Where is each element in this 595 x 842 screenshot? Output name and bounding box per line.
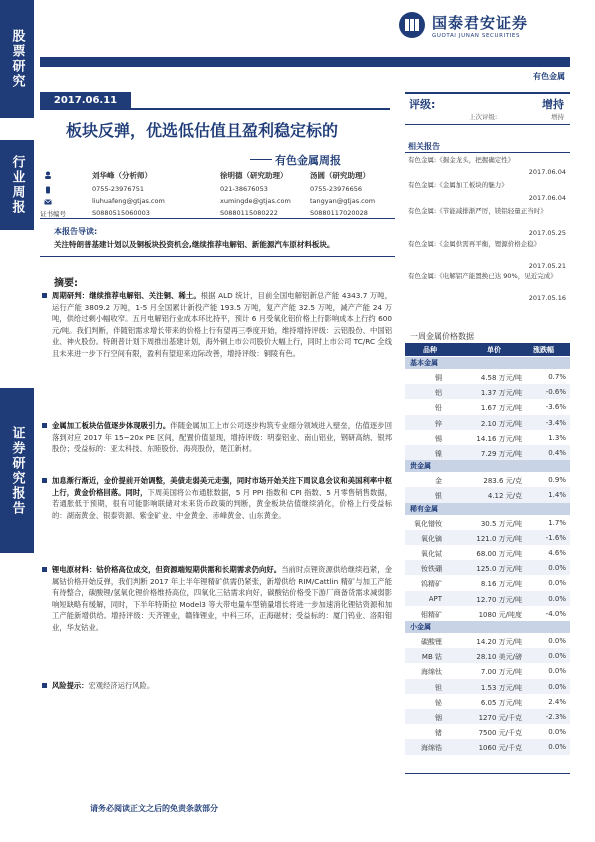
table-cell: 钼精矿 [421,610,442,619]
table-row [405,472,570,487]
table-cell: 2.10 万元/吨 [480,419,522,428]
table-cell: 钕铁硼 [421,565,442,574]
table-cell: 锗 [435,729,442,738]
related-report-link[interactable]: 有色金属:《节能减排渐严厉，镁铝轻量正当时》 [408,207,547,215]
email-icon [44,198,52,206]
related-report-link[interactable]: 有色金属:《金属供需再平衡，锂源价格企稳》 [408,240,541,248]
rating-value: 增持 [542,98,564,111]
date-divider [40,108,390,110]
table-row [405,648,570,663]
table-cell: 0.9% [548,476,566,485]
bullet-text: 根据 ALD 统计，目前全国电解铝新总产能 4343.7 万吨，运行产能 3809.2 万吨，1-5 月全国累计新投产能 193.5 万吨，复产产能 32.5 万吨，减产产能 24 万吨，供给过剩小幅收窄。五月电解铝行业成本环比持平，预计 6 月受氧化铝价格上行影响成本上行约 600 元/吨。我们判断，伴随铝需求增长带来的价格上行有望再三季度开始，维持增持评级：云铝股份、中国铝业、神火股份。特朗普计划下周推出基建计划，海外铜上市公司股价大幅上行，同时上市公司 TC/RC 全线且未来进一步下行空间有限，盈利有望迎来边际改善，增持评级：铜陵有色。 [52,291,393,358]
sidebar-top-block [0,0,34,118]
table-cell: 铟 [435,714,442,722]
table-cell: 金 [435,477,442,486]
price-table-title: 一周金属价格数据 [410,332,474,341]
table-cell: 0.0% [548,594,566,603]
table-cell: 0.0% [548,743,566,752]
disclaimer-note: 请务必阅读正文之后的免责条款部分 [90,804,218,813]
table-cell: 0.0% [548,579,566,588]
table-cell: 0.7% [548,373,566,381]
table-row [405,415,570,430]
table-cell: 0.0% [548,682,566,691]
summary-title: 摘要: [54,278,78,289]
guide-text: 关注特朗普基建计划以及铜板块投资机会,继续推荐电解铝、新能源汽车原材料板块。 [54,240,335,249]
related-report-date: 2017.05.25 [528,229,566,237]
table-bottom-rule [405,773,570,774]
table-cell: 6.05 万元/吨 [480,698,522,707]
related-report-date: 2017.06.04 [528,194,566,202]
table-row [405,384,570,399]
table-section-header [405,621,570,633]
bullet-lead: 风险提示： [52,681,89,690]
sidebar-bottom-label: 证券研究报告 [9,425,25,516]
table-cell: 0.0% [548,652,566,661]
table-row [405,445,570,460]
table-cell: 1.67 万元/吨 [480,404,522,413]
table-cell: MB 钴 [421,653,442,662]
sidebar-bottom-block [0,388,34,553]
header-cell: 单价 [487,346,501,354]
analyst-cert: S0880117020028 [310,209,368,217]
table-cell: 海绵锆 [421,744,442,753]
table-cell: 锌 [435,419,442,428]
bullet-square-icon [42,683,47,688]
table-cell: 12.70 万元/吨 [476,595,522,604]
table-cell: 125.0 万元/吨 [476,565,522,574]
table-cell: 121.0 万元/吨 [476,534,522,543]
section-label: 小金属 [410,623,431,631]
table-row [405,679,570,694]
table-cell: -1.6% [545,533,566,542]
analyst-cert: S0880115080222 [220,209,278,217]
table-cell: 4.6% [548,549,566,557]
analyst-name: 汤圆（研究助理） [310,171,370,180]
bullet-square-icon [42,423,47,428]
table-row [405,575,570,590]
guide-title: 本报告导读: [54,227,98,236]
rating-top-rule [405,92,570,94]
table-cell: 镍 [435,450,442,458]
related-report-link[interactable]: 有色金属:《金属加工板块的魅力》 [408,181,508,189]
related-report-link[interactable]: 有色金属:《电解铝产能置换已达 90%，见近完成》 [408,272,557,280]
table-cell: 1080 元/吨度 [478,610,522,619]
table-row [405,591,570,606]
analyst-phone: 021-38676053 [220,185,268,193]
table-cell: -2.3% [545,713,566,721]
table-row [405,633,570,648]
analyst-name: 徐明德（研究助理） [220,171,288,180]
table-cell: -3.6% [545,403,566,412]
related-report-date: 2017.05.21 [528,262,566,270]
bullet-square-icon [42,478,47,483]
related-report-link[interactable]: 有色金属:《掘金龙头，把握确定性》 [408,156,515,164]
bullet-text: 伴随金属加工上市公司逐步构筑专业细分领域进入壁垒，估值逐步回落到对应 2017 年 15~20x PE 区间，配置价值显现，增持评级：明泰铝业、南山铝业，钢研高纳、银邦股份；受益标的：亚太科技、东睦股份、海亮股份，楚江新材。 [52,421,393,454]
analyst-divider [40,218,395,219]
analyst-phone: 0755-23976751 [92,185,144,193]
bullet-text: 当前时点锂资源供给继续趋紧，金属钴价格开始反弹，我们判断 2017 年上半年锂精矿供需仍紧张，新增供给 RIM/Cattlin 精矿与加工产能有待整合，碳酸锂/氢氧化锂价格维持高位，四氧化三钴需求向好，碳酸钴价格受下游厂商备货需求减弱影响短缺略有缓解，同时，下半年特斯拉 Model3 等大带电量车型销量增长将进一步加速消化锂钴资源和加工产能新增供给。增持评级：天齐锂业，赣锋锂业，中科三环，正海磁材；受益标的：厦门钨业、洛阳钼业，华友钴业。 [52,565,393,632]
table-header [405,343,570,356]
bullet-text: 宏观经济运行风险。 [88,681,155,690]
table-cell: 钽 [435,683,442,692]
table-cell: 7.00 万元/吨 [480,668,522,677]
table-cell: -0.6% [545,388,566,397]
bullet-text: 下周美国将公布通胀数据，5 月 PPI 指数和 CPI 指数、5 月零售销售数据，若通胀低于预期，很有可能影响联储对未来货币政策的判断，黄金板块估值继续消化，价格上行受益标的：湖南黄金、银泰资源、紫金矿业、中金黄金、赤峰黄金、山东黄金。 [52,487,392,520]
rating-label: 评级: [409,98,436,111]
table-cell: 海绵钛 [421,668,442,677]
table-row [405,545,570,560]
table-cell: 7.29 万元/吨 [480,450,522,458]
table-row [405,487,570,502]
bullet-lead: 锂电原材料：钴价格高位成交，但资源端短期供需和长期需求仍向好。 [52,565,282,574]
table-cell: 1.3% [548,433,566,442]
table-cell: 1060 元/千克 [478,744,522,753]
table-row [405,709,570,724]
sidebar-mid-block [0,140,34,230]
table-row [405,724,570,739]
sidebar-mid-label: 行业周报 [9,155,25,215]
logo-mark-icon [398,11,426,39]
bullet-lead: 加息渐行渐近，金价提前开始调整，美债走弱美元走强，同时市场开始关注下周议息会议和美国利率中枢上行，黄金价格回落。同时， [52,476,392,497]
header-cell: 涨跌幅 [533,346,554,354]
table-cell: 7500 元/千克 [478,729,522,738]
analyst-email: xumingde@gtjas.com [220,197,291,205]
table-cell: 1.53 万元/吨 [480,683,522,692]
report-subtitle: 有色金属周报 [275,154,341,167]
analyst-phone-row [40,185,395,196]
analyst-cert: S0880515060003 [92,209,150,217]
summary-bullet [52,680,392,692]
phone-icon [44,186,52,194]
table-cell: 氧化铽 [421,550,442,558]
analyst-phone: 0755-23976656 [310,185,362,193]
analyst-email: tangyan@gtjas.com [310,197,376,205]
bullet-square-icon [42,293,47,298]
table-row [405,739,570,754]
table-section-header [405,460,570,472]
table-cell: 283.6 元/克 [483,477,522,486]
person-icon [44,171,52,179]
table-cell: 28.10 美元/磅 [476,653,522,662]
table-row [405,515,570,530]
table-cell: 铝 [435,389,442,398]
header-category: 有色金属 [533,72,565,81]
table-row [405,694,570,709]
table-cell: 0.0% [548,564,566,573]
table-cell: 0.4% [548,449,566,457]
previous-rating-value: 增持 [551,113,564,121]
subtitle-dash [250,159,272,160]
summary-bullet [52,475,392,521]
table-cell: 钨精矿 [421,580,442,589]
table-section-header [405,357,570,369]
table-cell: 1.7% [548,518,566,527]
summary-bullet [52,420,392,455]
table-cell: -4.0% [545,609,566,618]
table-row [405,560,570,575]
analyst-name: 刘华峰（分析师） [92,171,152,180]
related-reports-title: 相关报告 [408,142,440,151]
bullet-lead: 金属加工板块估值逐步体现吸引力。 [52,421,171,430]
analyst-name-row [40,170,395,181]
table-cell: 铜 [435,374,442,382]
header-bar [40,57,570,67]
table-cell: 氧化镨钕 [414,519,442,528]
table-cell: 0.0% [548,637,566,645]
table-cell: 1.4% [548,491,566,500]
bullet-lead: 周期研判：继续推荐电解铝、关注铜、稀土。 [52,291,201,300]
table-row [405,399,570,414]
table-cell: 碳酸锂 [421,638,442,646]
table-cell: 0.0% [548,667,566,676]
summary-bullet [52,290,392,360]
table-cell: 30.5 万元/吨 [480,519,522,528]
left-sidebar [0,0,34,842]
analyst-email: liuhuafeng@gtjas.com [92,197,165,205]
rating-bottom-rule [405,124,570,125]
table-cell: 1.37 万元/吨 [480,389,522,398]
table-row [405,369,570,384]
table-cell: 1270 元/千克 [478,714,522,722]
table-cell: 0.0% [548,728,566,737]
table-cell: 锡 [435,434,442,443]
guide-divider [40,256,395,257]
section-label: 稀有金属 [410,504,438,513]
table-cell: 4.12 元/克 [487,492,522,501]
logo-cn-text: 国泰君安证券 [432,13,529,32]
section-label: 贵金属 [410,462,431,471]
table-cell: APT [428,594,442,603]
related-divider [405,152,570,153]
table-cell: 68.00 万元/吨 [476,550,522,558]
table-cell: 14.20 万元/吨 [476,638,522,646]
cert-label: 证书编号 [40,210,66,218]
logo-en-text: GUOTAI JUNAN SECURITIES [432,32,521,39]
table-cell: 8.16 万元/吨 [480,580,522,589]
summary-bullet [52,564,392,634]
related-report-date: 2017.05.16 [528,294,566,302]
table-cell: 14.16 万元/吨 [476,434,522,443]
table-cell: 4.58 万元/吨 [480,374,522,382]
brand-logo [398,10,528,40]
report-title: 板块反弹，优选低估值且盈利稳定标的 [66,121,339,140]
section-label: 基本金属 [410,359,438,367]
bullet-square-icon [42,567,47,572]
table-row [405,530,570,545]
table-row [405,606,570,621]
previous-rating-label: 上次评级: [469,113,498,121]
report-date: 2017.06.11 [40,92,131,109]
sidebar-top-label: 股票研究 [9,29,25,89]
table-row [405,430,570,445]
table-cell: 氧化镝 [421,534,442,543]
header-cell: 品种 [423,346,437,354]
table-row [405,663,570,678]
table-cell: 2.4% [548,697,566,706]
related-report-date: 2017.06.04 [528,168,566,176]
table-cell: 铋 [435,698,442,707]
table-cell: 银 [435,492,442,501]
table-cell: 铅 [435,404,442,413]
table-section-header [405,503,570,515]
table-cell: -3.4% [545,418,566,427]
analyst-email-row [40,197,395,208]
